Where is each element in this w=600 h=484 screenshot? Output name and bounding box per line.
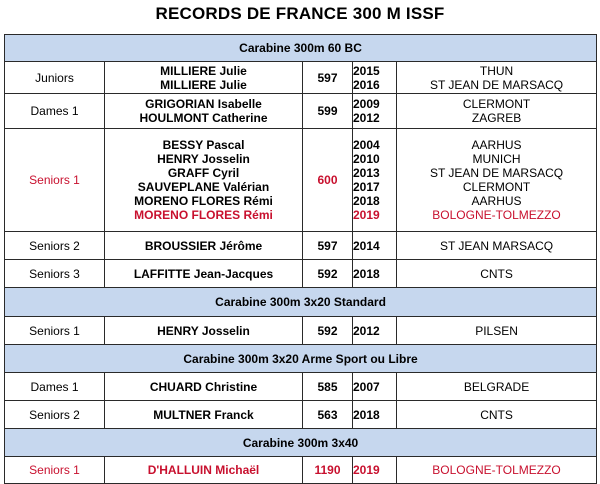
record-year: 2016: [353, 77, 380, 92]
record-place: THUN: [479, 63, 514, 78]
category-cell: Dames 1: [5, 373, 105, 401]
record-year: 2009: [353, 97, 380, 111]
places-cell: [397, 62, 597, 94]
score-cell: 597: [303, 232, 353, 260]
section-header: Carabine 300m 3x40: [5, 429, 597, 457]
category-cell: Dames 1: [5, 94, 105, 129]
record-year: 2014: [353, 238, 380, 253]
record-year: 2004: [353, 138, 380, 152]
years-cell: [353, 260, 397, 288]
category-cell: Seniors 2: [5, 232, 105, 260]
record-year: 2018: [353, 266, 380, 281]
places-cell: [397, 317, 597, 345]
record-year: 2019: [353, 208, 380, 222]
shooter-name: MORENO FLORES Rémi: [134, 194, 273, 208]
score-cell: 592: [303, 260, 353, 288]
shooter-name: CHUARD Christine: [149, 379, 258, 394]
years-cell: [353, 129, 397, 232]
shooter-name: SAUVEPLANE Valérian: [137, 180, 270, 194]
table-row: [5, 62, 597, 94]
shooter-name: D'HALLUIN Michaël: [147, 463, 260, 477]
shooter-name: MORENO FLORES Rémi: [134, 208, 273, 222]
shooter-name: MULTNER Franck: [153, 407, 254, 422]
years-cell: [353, 373, 397, 401]
record-place: CLERMONT: [462, 97, 531, 111]
shooter-names-cell: [105, 62, 303, 94]
table-row: [5, 129, 597, 232]
shooter-names-cell: [105, 401, 303, 429]
table-row: [5, 232, 597, 260]
table-row: [5, 94, 597, 129]
shooter-name: MILLIERE Julie: [160, 77, 247, 92]
section-header: Carabine 300m 3x20 Standard: [5, 288, 597, 317]
years-cell: [353, 62, 397, 94]
page-title: RECORDS DE FRANCE 300 M ISSF: [155, 4, 445, 23]
section-header: Carabine 300m 3x20 Arme Sport ou Libre: [5, 345, 597, 373]
years-cell: [353, 317, 397, 345]
shooter-name: BROUSSIER Jérôme: [144, 238, 263, 253]
record-place: AARHUS: [471, 194, 522, 208]
category-cell: Seniors 2: [5, 401, 105, 429]
shooter-name: BESSY Pascal: [162, 138, 245, 152]
shooter-names-cell: [105, 232, 303, 260]
shooter-name: GRIGORIAN Isabelle: [145, 97, 262, 111]
shooter-name: MILLIERE Julie: [160, 63, 247, 78]
score-cell: 592: [303, 317, 353, 345]
section-header-row: [5, 35, 597, 62]
record-place: AARHUS: [471, 138, 522, 152]
record-year: 2018: [353, 194, 380, 208]
section-header: Carabine 300m 60 BC: [5, 35, 597, 62]
places-cell: [397, 260, 597, 288]
score-cell: 1190: [303, 457, 353, 484]
record-place: MUNICH: [472, 152, 521, 166]
record-place: PILSEN: [475, 323, 518, 338]
record-place: ST JEAN DE MARSACQ: [429, 166, 564, 180]
years-cell: [353, 94, 397, 129]
score-cell: 600: [303, 129, 353, 232]
record-place: ST JEAN MARSACQ: [439, 238, 554, 253]
table-row: [5, 260, 597, 288]
years-cell: [353, 401, 397, 429]
shooter-names-cell: [105, 260, 303, 288]
shooter-name: HENRY Josselin: [157, 152, 250, 166]
record-year: 2012: [353, 111, 380, 125]
places-cell: [397, 94, 597, 129]
category-cell: Seniors 3: [5, 260, 105, 288]
record-place: BOLOGNE-TOLMEZZO: [432, 208, 561, 222]
record-place: CLERMONT: [462, 180, 531, 194]
record-year: 2007: [353, 379, 380, 394]
record-year: 2012: [353, 323, 380, 338]
places-cell: [397, 457, 597, 484]
category-cell: Seniors 1: [5, 129, 105, 232]
record-year: 2013: [353, 166, 380, 180]
years-cell: [353, 457, 397, 484]
record-place: CNTS: [480, 407, 513, 422]
category-cell: Seniors 1: [5, 457, 105, 484]
record-place: BOLOGNE-TOLMEZZO: [432, 463, 561, 477]
table-row: [5, 457, 597, 484]
places-cell: [397, 129, 597, 232]
shooter-names-cell: [105, 94, 303, 129]
shooter-name: LAFFITTE Jean-Jacques: [133, 266, 274, 281]
record-year: 2015: [353, 63, 380, 78]
section-header-row: [5, 429, 597, 457]
category-cell: Seniors 1: [5, 317, 105, 345]
record-year: 2017: [353, 180, 380, 194]
table-row: [5, 373, 597, 401]
shooter-names-cell: [105, 317, 303, 345]
shooter-names-cell: [105, 373, 303, 401]
record-place: BELGRADE: [463, 379, 530, 394]
records-table: [4, 34, 597, 484]
shooter-names-cell: [105, 457, 303, 484]
years-cell: [353, 232, 397, 260]
score-cell: 597: [303, 62, 353, 94]
table-row: [5, 317, 597, 345]
places-cell: [397, 401, 597, 429]
record-year: 2019: [353, 463, 380, 477]
record-place: ZAGREB: [471, 111, 522, 125]
table-row: [5, 401, 597, 429]
record-year: 2018: [353, 407, 380, 422]
score-cell: 585: [303, 373, 353, 401]
score-cell: 563: [303, 401, 353, 429]
shooter-names-cell: [105, 129, 303, 232]
shooter-name: HENRY Josselin: [157, 323, 250, 338]
shooter-name: HOULMONT Catherine: [139, 111, 268, 125]
record-place: ST JEAN DE MARSACQ: [429, 77, 564, 92]
record-place: CNTS: [480, 266, 513, 281]
score-cell: 599: [303, 94, 353, 129]
section-header-row: [5, 345, 597, 373]
category-cell: Juniors: [5, 62, 105, 94]
shooter-name: GRAFF Cyril: [167, 166, 240, 180]
section-header-row: [5, 288, 597, 317]
places-cell: [397, 232, 597, 260]
places-cell: [397, 373, 597, 401]
record-year: 2010: [353, 152, 380, 166]
